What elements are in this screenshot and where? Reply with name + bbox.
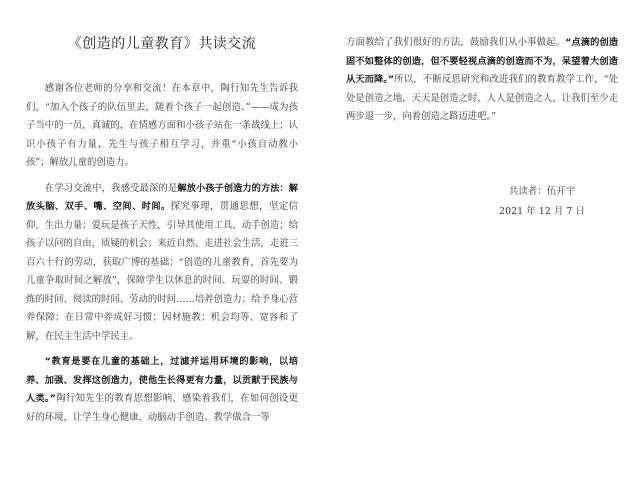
paragraph-text: 感谢各位老师的分享和交流！在本章中，陶行知先生告诉我们，“加入个孩子的队伍里去，随着个孩子一起创造。”——成为孩子当中的一员，真诚的，在情感方面和小孩子站在一条战线上；认识小孩子有力量，先生与孩子相互学习，并重“小孩自动教小孩”；解放儿童的创造力。: [26, 83, 298, 168]
paragraph-continued: [346, 34, 618, 127]
paragraph-methods: [26, 180, 298, 347]
paragraph-text: 方面教给了我们很好的方法，鼓励我们从小事做起。: [346, 37, 566, 48]
paragraph-text: 探究事理，贯通思想，坚定信仰，生出力量；爱玩是孩子天性，引导其使用工具、动手创造；给孩子以问的自由，质疑的机会；来近自然、走进社会生活，走进三百六十行的劳动，获取广博的基础；“创造的儿童教育，首先要为儿童争取时间之解放”，保障学生以休息的时间、玩耍的时间、锻炼的时间、阅读的时间、劳动的时间……培养创造力；给予身心营养保障；在日常中养成好习惯；因材施教；机会均等、宽容和了解，在民主生活中学民主。: [26, 201, 298, 342]
bold-quote: “点滴的创造固不如整体的创造，但不要轻视点滴的创造而不为，呆望着大创造从天而降。”: [346, 37, 618, 85]
signature-author: 共读者：伍开宇: [508, 186, 576, 197]
paragraph-quote: [26, 353, 298, 427]
document-title: 《创造的儿童教育》共读交流: [67, 36, 257, 52]
bold-quote: “教育是要在儿童的基础上，过滤并运用环境的影响，以培养、加强、发挥这创造力，使他生长得更有力量，以贡献于民族与人类。”: [26, 356, 298, 404]
bold-emphasis: 解放小孩子创造力的方法：解放头脑、双手、嘴、空间、时间。: [26, 182, 298, 212]
signature-block: [346, 182, 618, 222]
paragraph-text: 陶行知先生的教育思想影响、感染着我们，在如何创设更好的环境，让学生身心健康、动脑动手创造、教学做合一等: [26, 393, 298, 423]
right-column: [346, 34, 618, 217]
paragraph-intro: [26, 80, 298, 173]
paragraph-text: 所以，不断反思研究和改进我们的教育教学工作，“处处是创造之地，天天是创造之时，人人是创造之人，让我们至少走两步退一步，向着创造之路迈进吧。”: [346, 74, 618, 122]
paragraph-text: 在学习交流中，我感受最深的是: [44, 182, 178, 194]
left-column: [26, 34, 298, 434]
signature-date: 2021 年 12 月 7 日: [499, 206, 585, 217]
